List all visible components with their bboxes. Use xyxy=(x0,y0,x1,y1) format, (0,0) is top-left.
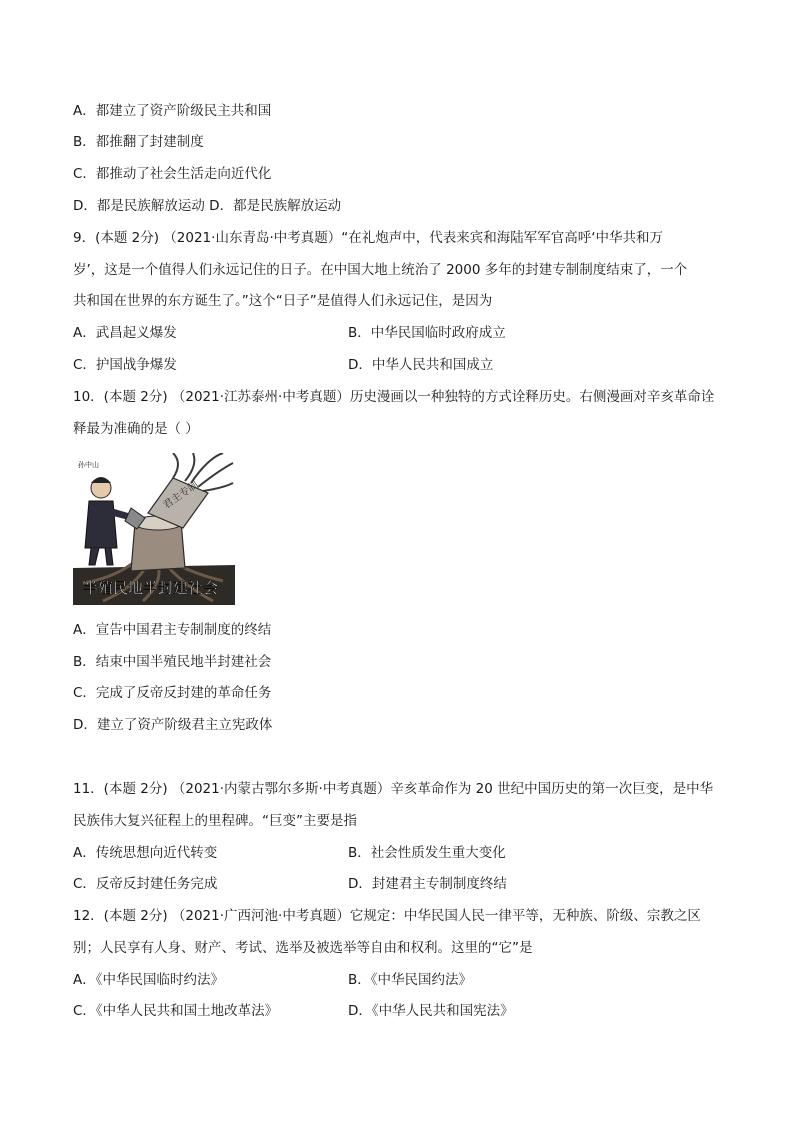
q11-stem-line2: 民族伟大复兴征程上的里程碑。“巨变”主要是指 xyxy=(73,813,357,829)
q8-option-c: C．都推动了社会生活走向近代化 xyxy=(73,166,272,182)
q9-stem-line1: 9．(本题 2分) （2021·山东青岛·中考真题）“在礼炮声中，代表来宾和海陆军军官高呼‘中华共和万 xyxy=(73,230,664,246)
cartoon-person-label: 孙中山 xyxy=(78,461,99,469)
q10-stem-line1: 10．(本题 2分) （2021·江苏泰州·中考真题）历史漫画以一种独特的方式诠释历史。右侧漫画对辛亥革命诠 xyxy=(73,389,715,405)
q10-option-c: C．完成了反帝反封建的革命任务 xyxy=(73,685,272,701)
q11-option-b: B．社会性质发生重大变化 xyxy=(348,845,506,861)
q10-stem-line2: 释最为准确的是（ ） xyxy=(73,421,199,437)
q9-option-a: A．武昌起义爆发 xyxy=(73,325,177,341)
q11-option-c: C．反帝反封建任务完成 xyxy=(73,876,218,892)
q12-option-c: C．《中华人民共和国土地改革法》 xyxy=(73,1003,279,1019)
q12-option-b: B．《中华民国约法》 xyxy=(348,972,473,988)
q9-stem-line2: 岁’，这是一个值得人们永远记住的日子。在中国大地上统治了 2000 多年的封建专制制度结束了，一个 xyxy=(73,262,688,278)
q12-stem-line2: 别；人民享有人身、财产、考试、选举及被选举等自由和权利。这里的“它”是 xyxy=(73,940,533,956)
q12-option-a: A．《中华民国临时约法》 xyxy=(73,972,224,988)
q10-option-a: A．宣告中国君主专制制度的终结 xyxy=(73,622,272,638)
q11-stem-line1: 11．(本题 2分) （2021·内蒙古鄂尔多斯·中考真题）辛亥革命作为 20 世纪中国历史的第一次巨变，是中华 xyxy=(73,781,714,797)
q10-option-d: D．建立了资产阶级君主立宪政体 xyxy=(73,717,273,733)
q9-option-c: C．护国战争爆发 xyxy=(73,357,177,373)
cartoon-caption: 半殖民地半封建社会 xyxy=(83,579,219,597)
q8-option-b: B．都推翻了封建制度 xyxy=(73,134,204,150)
history-cartoon-image xyxy=(73,453,235,605)
cartoon-trunk-label: 君主专制 xyxy=(161,479,201,512)
q8-option-a: A．都建立了资产阶级民主共和国 xyxy=(73,103,272,119)
q12-stem-line1: 12．(本题 2分) （2021·广西河池·中考真题）它规定：中华民国人民一律平等，无种族、阶级、宗教之区 xyxy=(73,908,701,924)
q10-option-b: B．结束中国半殖民地半封建社会 xyxy=(73,654,272,670)
q8-option-d: D．都是民族解放运动 D．都是民族解放运动 xyxy=(73,198,342,214)
q11-option-a: A．传统思想向近代转变 xyxy=(73,845,218,861)
q9-option-b: B．中华民国临时政府成立 xyxy=(348,325,506,341)
q12-option-d: D．《中华人民共和国宪法》 xyxy=(348,1003,514,1019)
q9-option-d: D．中华人民共和国成立 xyxy=(348,357,494,373)
q9-stem-line3: 共和国在世界的东方诞生了。”这个“日子”是值得人们永远记住，是因为 xyxy=(73,293,493,309)
q11-option-d: D．封建君主专制制度终结 xyxy=(348,876,507,892)
